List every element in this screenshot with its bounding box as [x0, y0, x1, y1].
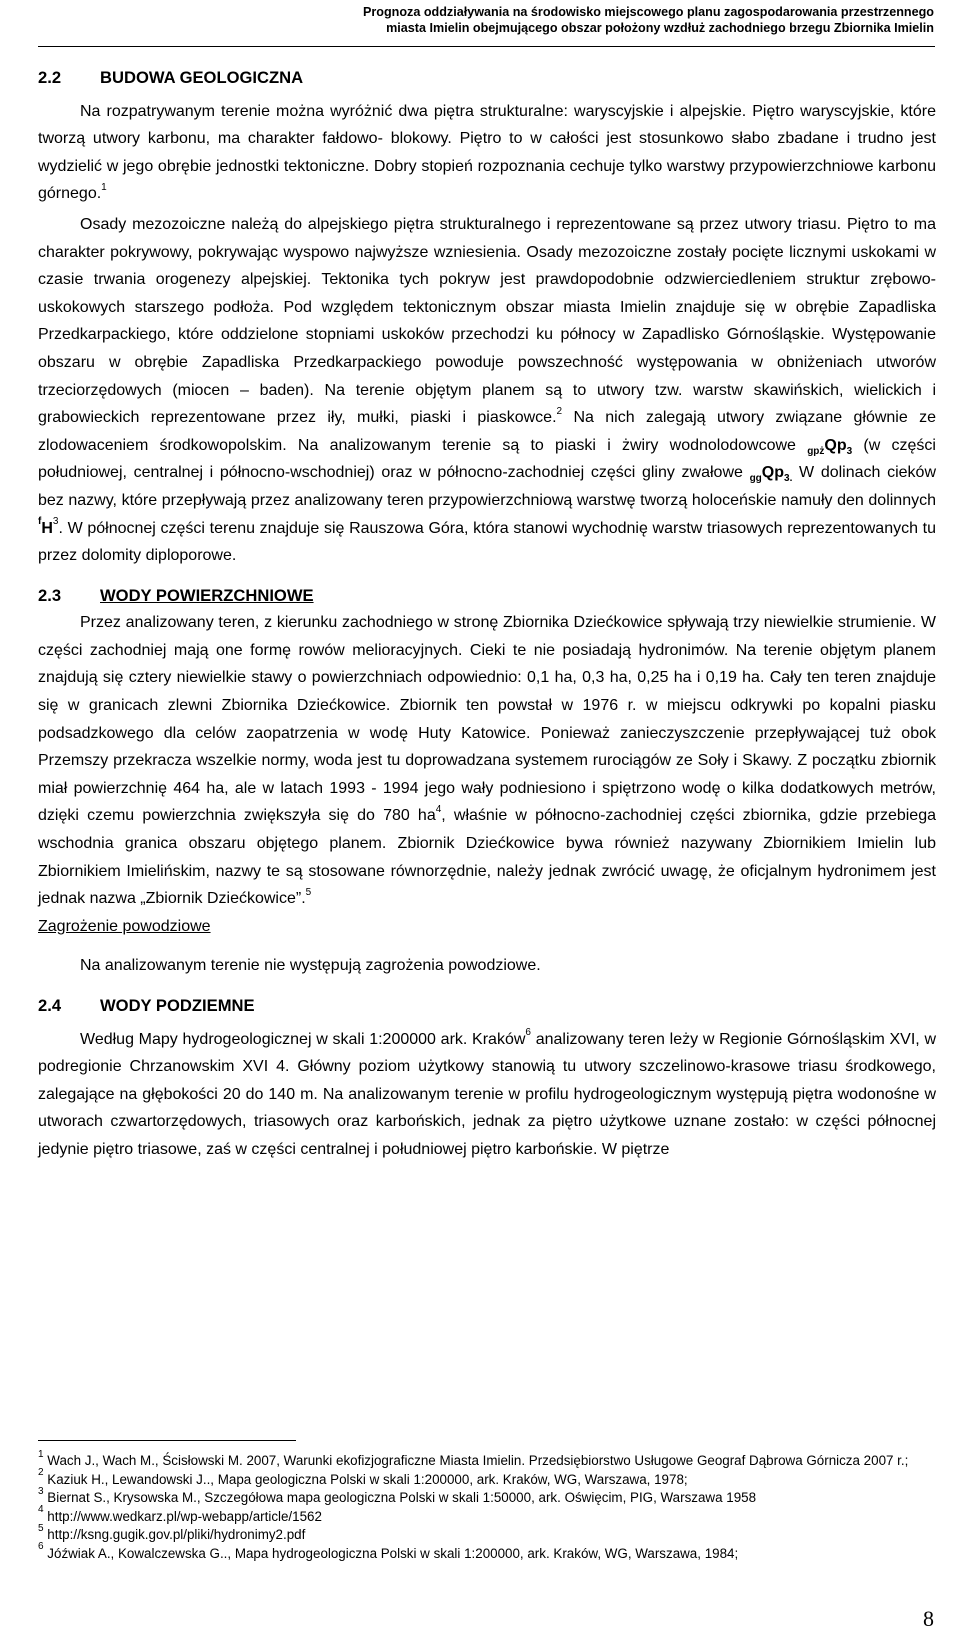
section-title: WODY PODZIEMNE — [100, 996, 255, 1015]
paragraph: Na analizowanym terenie nie występują zagrożenia powodziowe. — [80, 957, 541, 975]
footnote-ref[interactable]: 4 — [435, 804, 442, 816]
footnote-6: $^6$ Jóźwiak A., Kowalczewska G.., Mapa hydrogeologiczna Polski w skali 1:200000, ark. Kraków, WG, Warszawa, 1984; — [38, 1541, 739, 1561]
stratigraphic-symbol: $_{gpż}Qp_3$ — [807, 436, 853, 457]
footnote-5: $^5$ http://ksng.gugik.gov.pl/pliki/hydronimy2.pdf — [38, 1522, 306, 1542]
section-2-2 — [38, 64, 936, 570]
main-content — [38, 64, 936, 1164]
section-title: BUDOWA GEOLOGICZNA — [100, 68, 304, 87]
footnote-ref[interactable]: 1 — [101, 182, 107, 194]
paragraph-text: Na rozpatrywanym terenie można wyróżnić dwa piętra strukturalne: waryscyjskie i alpejskie. Piętro waryscyjskie, które tworzą utwory karbonu, ma charakter fałdowo- blokowy. Piętro to w całości jest stosunkowo słabo zbadane i trudno jest wydzielić w jego obrębie jednostki tektoniczne. Dobry stopień rozpoznania cechuje tylko warstwy przypowierzchniowe karbonu górnego. — [38, 102, 936, 203]
paragraph — [38, 609, 936, 913]
footnote-ref[interactable]: 5 — [305, 886, 312, 898]
running-header — [0, 4, 934, 36]
stratigraphic-symbol: $_{gg}Qp_{3.}$ — [749, 464, 793, 485]
section-number: 2.4 — [38, 996, 62, 1015]
paragraph-text: , właśnie w północno-zachodniej części zbiornika, gdzie przebiega wschodnia granica obszaru objętego planem. Zbiornik Dziećkowice bywa również nazywany Zbiornikiem Imielin lub Zbiornikiem Imielińskim, nazwy te są stosowane równorzędnie, należy jednak zwrócić uwagę, że oficjalnym hydronimem jest jednak nazwa „Zbiornik Dziećkowice”. — [38, 807, 937, 908]
footnote-link[interactable]: http://ksng.gugik.gov.pl/pliki/hydronimy2.pdf — [47, 1527, 306, 1542]
page-number: 8 — [923, 1606, 934, 1631]
paragraph-text: Według Mapy hydrogeologicznej w skali 1:200000 ark. Kraków — [80, 1030, 526, 1048]
stratigraphic-symbol: $^f$H — [38, 516, 53, 537]
section-heading — [38, 64, 936, 92]
section-heading — [38, 582, 936, 610]
section-number: 2.2 — [38, 68, 62, 87]
footnote-2: $^2$ Kaziuk H., Lewandowski J.., Mapa geologiczna Polski w skali 1:200000, ark. Kraków, WG, Warszawa, 1978; — [38, 1467, 688, 1487]
section-2-4 — [38, 992, 936, 1164]
paragraph — [38, 211, 936, 570]
header-line-1: Prognoza oddziaływania na środowisko miejscowego planu zagospodarowania przestrzennego — [362, 5, 934, 19]
footnote-4: $^4$ http://www.wedkarz.pl/wp-webapp/article/1562 — [38, 1504, 322, 1524]
paragraph-text: W dolinach cieków bez nazwy, które przepływają przez analizowany teren przypowierzchniową warstwę tworzą holoceńskie namuły den dolinnych — [38, 464, 936, 509]
footnotes — [38, 1448, 936, 1563]
section-heading — [38, 992, 936, 1020]
section-number: 2.3 — [38, 585, 62, 605]
paragraph — [38, 1026, 936, 1164]
section-title: WODY POWIERZCHNIOWE — [100, 585, 314, 605]
footnote-ref[interactable]: 3 — [52, 516, 59, 528]
footnote-link[interactable]: http://www.wedkarz.pl/wp-webapp/article/1562 — [47, 1508, 322, 1524]
paragraph — [38, 98, 936, 208]
footnote-1: $^1$ Wach J., Wach M., Ścisłowski M. 2007, Warunki ekofizjograficzne Miasta Imielin. Przedsiębiorstwo Usługowe Geograf Dąbrowa Górnicza 2007 r.; — [38, 1448, 909, 1468]
subheading-flood-risk: Zagrożenie powodziowe — [38, 917, 211, 935]
footnote-ref[interactable]: 2 — [556, 405, 563, 417]
paragraph-text: (w części południowej, centralnej i północno-wschodniej) oraz w północno-zachodniej części gliny zwałowe — [38, 436, 936, 482]
footnote-rule — [38, 1440, 296, 1441]
paragraph-text: Przez analizowany teren, z kierunku zachodniego w stronę Zbiornika Dziećkowice spływają trzy niewielkie strumienie. W części zachodniej mają one formę rowów melioracyjnych. Cieki te nie posiadają hydronimów. Na terenie objętym planem znajdują się cztery niewielkie stawy o powierzchniach odpowiednio: 0,1 ha, 0,3 ha, 0,25 ha i 0,19 ha. Cały ten teren znajduje się w granicach zlewni Zbiornika Dziećkowice. Zbiornik ten powstał w 1976 r. w miejscu odkrywki po kopalni piasku podsadzkowego dla celów zaopatrzenia w wodę Huty Katowice. Ponieważ zanieczyszczenie przepływającej tuż obok Przemszy przekracza wszelkie normy, woda jest tu doprowadzana systemem rurociągów ze Soły i Skawy. Z początku zbiornik miał powierzchnię 464 ha, ale w latach 1993 - 1994 jego wały podniesiono i spiętrzono wodę o kilka dodatkowych metrów, dzięki czemu powierzchnia zwiększyła się do 780 ha — [38, 614, 936, 825]
header-line-2: miasta Imielin obejmującego obszar położony wzdłuż zachodniego brzegu Zbiornika Imielin — [386, 21, 934, 35]
paragraph-text: . W północnej części terenu znajduje się Rauszowa Góra, która stanowi wychodnię warstw triasowych reprezentowanych tu przez dolomity diploporowe. — [38, 519, 936, 565]
header-rule — [38, 46, 935, 47]
section-2-3 — [38, 582, 936, 980]
paragraph-text: analizowany teren leży w Regionie Górnośląskim XVI, w podregionie Chrzanowskim XVI 4. Główny poziom użytkowy stanowią tu utwory szczelinowo-krasowe triasu środkowego, zalegające na głębokości 20 do 140 m. Na analizowanym terenie w profilu hydrogeologicznym występują piętra wodonośne w utworach czwartorzędowych, triasowych oraz karbońskich, jednak za piętro użytkowe uznane zostało: w części północnej jedynie piętro triasowe, zaś w części centralnej i południowej piętro karbońskie. W piętrze — [38, 1030, 937, 1158]
footnote-3: $^3$ Biernat S., Krysowska M., Szczegółowa mapa geologiczna Polski w skali 1:50000, ark. Oświęcim, PIG, Warszawa 1958 — [38, 1485, 757, 1505]
paragraph-text: Na nich zalegają utwory związane głównie ze zlodowaceniem środkowopolskim. Na analizowanym terenie są to piaski i żwiry wodnolodowcowe — [38, 409, 936, 454]
footnote-ref[interactable]: 6 — [525, 1027, 531, 1039]
paragraph-text: Osady mezozoiczne należą do alpejskiego piętra strukturalnego i reprezentowane są przez utwory triasu. Piętro to ma charakter pokrywowy, pokrywając wyspowo najwyższe wzniesienia. Osady mezozoiczne zostały pocięte licznymi uskokami w czasie trwania orogenezy alpejskiej. Tektonika tych pokryw jest prawdopodobnie odzwierciedleniem struktur zrębowo-uskokowych starszego podłoża. Pod względem tektonicznym obszar miasta Imielin znajduje się w obrębie Zapadliska Przedkarpackiego, które oddzielone stopniami uskoków przechodzi ku północy w Zapadlisko Górnośląskie. Występowanie obszaru w obrębie Zapadliska Przedkarpackiego powoduje powszechność występowania w obniżeniach utworów trzeciorzędowych (miocen – baden). Na terenie objętym planem są to utwory tzw. warstw skawińskich, wielickich i grabowieckich reprezentowane przez iły, mułki, piaski i piaskowce. — [38, 215, 936, 427]
